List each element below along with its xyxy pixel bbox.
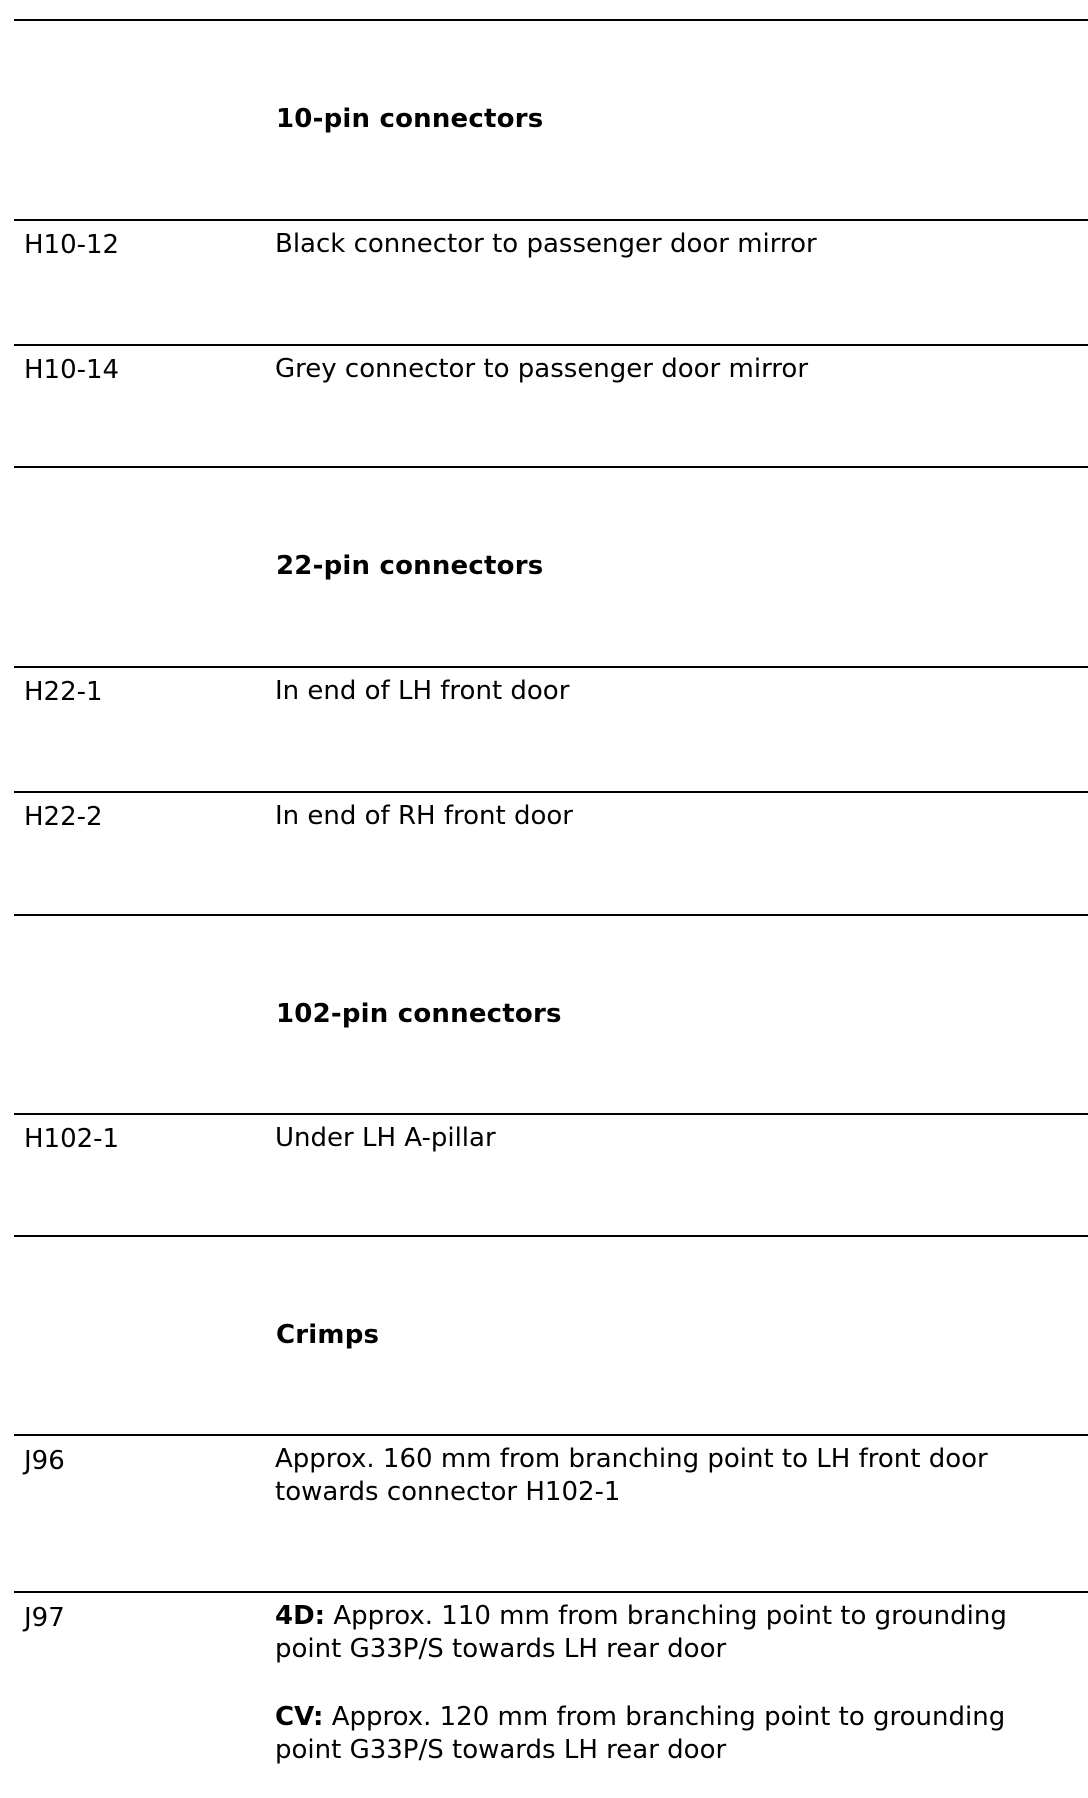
table-rule — [14, 1591, 1088, 1593]
table-rule — [14, 344, 1088, 346]
variant-label: CV: — [275, 1702, 324, 1732]
section-heading: 102-pin connectors — [276, 999, 562, 1029]
crimp-code: J96 — [24, 1446, 65, 1476]
variant-text: Approx. 110 mm from branching point to grounding point G33P/S towards LH rear door — [275, 1601, 1007, 1664]
connector-code: H102-1 — [24, 1124, 120, 1154]
connector-code: H10-14 — [24, 355, 120, 385]
table-rule — [14, 1235, 1088, 1237]
crimp-description-4d — [275, 1600, 1075, 1666]
table-rule — [14, 219, 1088, 221]
connector-description: In end of RH front door — [275, 801, 573, 831]
connector-description: Black connector to passenger door mirror — [275, 229, 817, 259]
connector-code: H22-2 — [24, 802, 103, 832]
table-rule — [14, 1434, 1088, 1436]
connector-description: In end of LH front door — [275, 676, 570, 706]
connector-description: Under LH A-pillar — [275, 1123, 496, 1153]
table-rule — [14, 666, 1088, 668]
table-rule — [14, 466, 1088, 468]
connector-description: Grey connector to passenger door mirror — [275, 354, 809, 384]
variant-text: Approx. 120 mm from branching point to grounding point G33P/S towards LH rear door — [275, 1702, 1006, 1765]
table-rule — [14, 19, 1088, 21]
table-rule — [14, 791, 1088, 793]
table-rule — [14, 914, 1088, 916]
crimp-code: J97 — [24, 1603, 65, 1633]
section-heading: 10-pin connectors — [276, 104, 544, 134]
variant-label: 4D: — [275, 1601, 326, 1631]
section-heading: Crimps — [276, 1320, 380, 1350]
connector-code: H10-12 — [24, 230, 120, 260]
section-heading: 22-pin connectors — [276, 551, 544, 581]
crimp-description-cv — [275, 1701, 1075, 1767]
table-rule — [14, 1113, 1088, 1115]
crimp-description: Approx. 160 mm from branching point to LH front door towards connector H102-1 — [275, 1444, 988, 1507]
connector-code: H22-1 — [24, 677, 103, 707]
